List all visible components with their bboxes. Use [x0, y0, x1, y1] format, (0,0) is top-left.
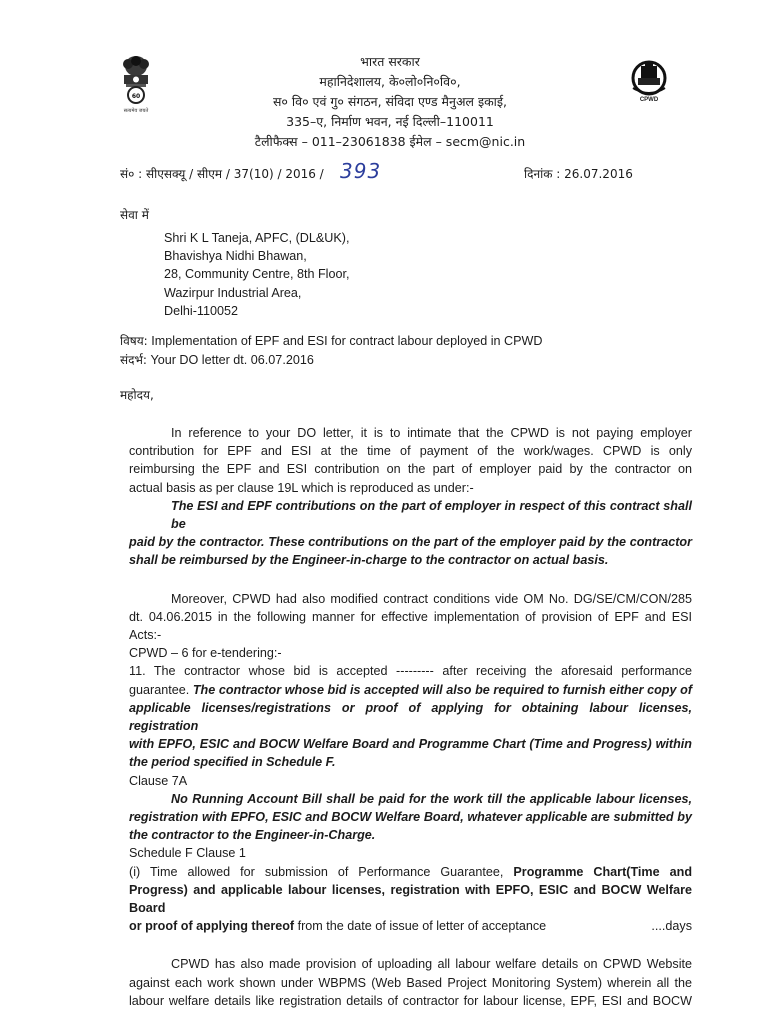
body-line: CPWD has also made provision of uploading all labour welfare details on CPWD Website [171, 957, 692, 972]
body-line: CPWD – 6 for e-tendering:- [129, 646, 282, 661]
header-line-address: 335–ए, निर्माण भवन, नई दिल्ली–110011 [286, 114, 494, 129]
body-line: Acts:- [129, 628, 162, 643]
addressee-line: 28, Community Centre, 8th Floor, [164, 267, 350, 282]
greeting: महोदय, [120, 388, 154, 402]
body-quote-line: No Running Account Bill shall be paid for the work till the applicable labour licenses, [171, 791, 692, 806]
body-line: Clause 7A [129, 773, 188, 788]
body-quote-line: the period specified in Schedule F. [129, 755, 336, 770]
body-line: (i) Time allowed for submission of Performance Guarantee, Programme Chart(Time and [129, 864, 693, 879]
subject-text: Implementation of EPF and ESI for contract labour deployed in CPWD [151, 334, 543, 348]
header-line-contact: टैलीफैक्स – 011–23061838 ईमेल – secm@nic.in [254, 134, 526, 149]
subject-line [120, 332, 543, 350]
reference-label: संदर्भ: [120, 353, 147, 367]
body-line: Schedule F Clause 1 [129, 846, 246, 861]
reference-number-handwritten: 393 [340, 159, 382, 183]
body-quote-line: The ESI and EPF contributions on the part of employer in respect of this contract shall be [171, 498, 692, 532]
letter-date: दिनांक : 26.07.2016 [524, 167, 633, 181]
body-line: dt. 04.06.2015 in the following manner for effective implementation of provision of EPF and ESI [129, 609, 692, 624]
addressee-line: Wazirpur Industrial Area, [164, 285, 302, 300]
addressee-line: Delhi-110052 [164, 303, 238, 318]
body-line: or proof of applying thereof from the date of issue of letter of acceptance ....days [129, 919, 692, 934]
emblem-motto: सत्यमेव जयते [123, 108, 149, 114]
national-emblem-logo [116, 52, 156, 112]
header-line-directorate: महानिदेशालय, के०लो०नि०वि०, [319, 74, 461, 89]
body-quote-line: applicable licenses/registrations or proof of applying for obtaining labour licenses, registration [129, 700, 692, 734]
body-line: labour welfare details like registration details of contractor for labour license, EPF, ESI and BOCW [129, 993, 692, 1008]
body-line: contribution for EPF and ESI at the time of payment of the work/wages. CPWD is only [129, 444, 692, 459]
body-quote-line: registration with EPFO, ESIC and BOCW Welfare Board, whatever applicable are submitted by [129, 810, 692, 825]
body-line: 11. The contractor whose bid is accepted --------- after receiving the aforesaid performance [129, 664, 692, 679]
header-line-govt: भारत सरकार [360, 54, 420, 69]
subject-label: विषय: [120, 334, 148, 348]
addressee-to: सेवा में [120, 208, 149, 222]
body-line: reimbursing the EPF and ESI contribution on the part of employer paid by the contractor on [129, 462, 692, 477]
reference-line [120, 351, 314, 369]
body-quote-line: with EPFO, ESIC and BOCW Welfare Board and Programme Chart (Time and Progress) within [129, 737, 692, 752]
body-line: actual basis as per clause 19L which is reproduced as under:- [129, 480, 474, 495]
body-line: Progress) and applicable labour licenses, registration with EPFO, ESIC and BOCW Welfare Board [129, 882, 692, 916]
header-line-unit: स० वि० एवं गु० संगठन, संविदा एण्ड मैनुअल इकाई, [272, 94, 508, 109]
body-line: guarantee. The contractor whose bid is accepted will also be required to furnish either copy of [129, 682, 693, 697]
addressee-line: Shri K L Taneja, APFC, (DL&UK), [164, 231, 350, 245]
body-line: against each work shown under WBPMS (Web Based Project Monitoring System) wherein all the [129, 975, 692, 990]
body-quote-line: the contractor to the Engineer-in-Charge. [129, 828, 376, 843]
letter-body [129, 424, 692, 1010]
body-line: Moreover, CPWD had also modified contract conditions vide OM No. DG/SE/CM/CON/285 [171, 591, 692, 606]
addressee-line: Bhavishya Nidhi Bhawan, [164, 249, 307, 264]
cpwd-logo-text: CPWD [639, 97, 659, 103]
reference-number: सं० : सीएसक्यू / सीएम / 37(10) / 2016 / [120, 167, 324, 181]
body-quote-line: paid by the contractor. These contributions on the part of the employer paid by the contractor [129, 535, 692, 550]
body-line: In reference to your DO letter, it is to intimate that the CPWD is not paying employer [171, 426, 692, 440]
body-quote-line: shall be reimbursed by the Engineer-in-charge to the contractor on actual basis. [129, 553, 609, 568]
svg-text:60: 60 [131, 93, 141, 100]
addressee-block [164, 229, 350, 320]
reference-text: Your DO letter dt. 06.07.2016 [150, 353, 314, 367]
